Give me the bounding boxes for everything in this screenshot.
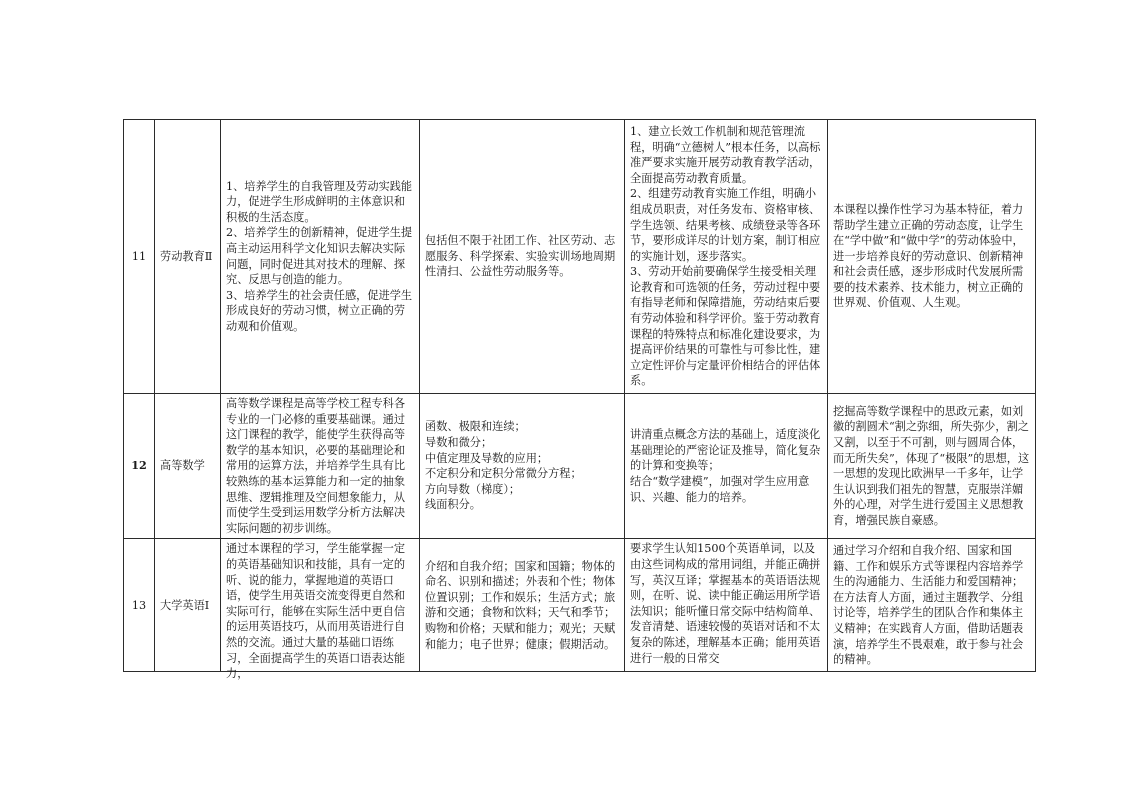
course-name: 劳动教育Ⅱ <box>155 120 221 394</box>
table-row <box>124 394 1036 539</box>
ideological-elements: 通过学习介绍和自我介绍、国家和国籍、工作和娱乐方式等课程内容培养学生的沟通能力、生活能力和爱国精神；在方法育人方面，通过主题教学、分组讨论等，培养学生的团队合作和集体主义精神；在实践育人方面，借助话题表演，培养学生不畏艰难，敢于参与社会的精神。 <box>828 539 1036 672</box>
course-objectives: 高等数学课程是高等学校工程专科各专业的一门必修的重要基础课。通过这门课程的教学，能使学生获得高等数学的基本知识，必要的基础理论和常用的运算方法，并培养学生具有比较熟练的基本运算能力和一定的抽象思维、逻辑推理及空间想象能力，从而使学生受到运用数学分析方法解决实际问题的初步训练。 <box>221 394 420 539</box>
course-requirements-cell <box>625 539 828 672</box>
curriculum-table <box>123 119 1036 681</box>
row-number: 13 <box>124 539 155 672</box>
table-row <box>124 120 1036 394</box>
course-name: 高等数学 <box>155 394 221 539</box>
course-objectives: 通过本课程的学习，学生能掌握一定的英语基础知识和技能，具有一定的听、说的能力，掌握地道的英语口语，使学生用英语交流变得更自然和实际可行，能够在实际生活中更自信的运用英语技巧，从而用英语进行自然的交流。通过大量的基础口语练习，全面提高学生的英语口语表达能力， <box>226 542 406 681</box>
course-objectives: 1、培养学生的自我管理及劳动实践能力，促进学生形成鲜明的主体意识和积极的生活态度。 2、培养学生的创新精神，促进学生提高主动运用科学文化知识去解决实际问题，同时促进其对技术的理解、探究、反思与创造的能力。 3、培养学生的社会责任感，促进学生形成良好的劳动习惯，树立正确的劳动观和价值观。 <box>221 120 420 394</box>
ideological-elements: 挖掘高等数学课程中的思政元素，如刘徽的割圆术“割之弥细，所失弥少，割之又割，以至于不可割，则与圆周合体，而无所失矣”，体现了“极限”的思想，这一思想的发现比欧洲早一千多年，让学生认识到我们祖先的智慧，克服崇洋媚外的心理，对学生进行爱国主义思想教育，增强民族自豪感。 <box>828 394 1036 539</box>
course-objectives-cell <box>221 539 420 681</box>
ideological-elements: 本课程以操作性学习为基本特征，着力帮助学生建立正确的劳动态度，让学生在“学中做”和“做中学”的劳动体验中，进一步培养良好的劳动意识、创新精神和社会责任感，逐步形成时代发展所需要的技术素养、技术能力，树立正确的世界观、价值观、人生观。 <box>828 120 1036 394</box>
course-content: 函数、极限和连续； 导数和微分； 中值定理及导数的应用； 不定积分和定积分常微分方程； 方向导数（梯度）； 线面积分。 <box>420 394 625 539</box>
course-content: 包括但不限于社团工作、社区劳动、志愿服务、科学探索、实验实训场地周期性清扫、公益性劳动服务等。 <box>420 120 625 394</box>
course-requirements: 要求学生认知1500个英语单词，以及由这些词构成的常用词组，并能正确拼写，英汉互译；掌握基本的英语语法规则，在听、说、读中能正确运用所学语法知识；能听懂日常交际中结构简单、发音清楚、语速较慢的英语对话和不太复杂的陈述，理解基本正确；能用英语进行一般的日常交 <box>630 542 821 665</box>
course-requirements: 讲清重点概念方法的基础上，适度淡化基础理论的严密论证及推导，简化复杂的计算和变换等； 结合“数学建模”，加强对学生应用意识、兴趣、能力的培养。 <box>625 394 828 539</box>
course-name: 大学英语Ⅰ <box>155 539 221 672</box>
course-requirements: 1、建立长效工作机制和规范管理流程，明确“立德树人”根本任务，以高标准严要求实施开展劳动教育教学活动，全面提高劳动教育质量。 2、组建劳动教育实施工作组，明确小组成员职责，对任务发布、资格审核、学生选领、结果考核、成绩登录等各环节，要形成详尽的计划方案，制订相应的实施计划，逐步落实。 3、劳动开始前要确保学生接受相关理论教育和可选领的任务，劳动过程中要有指导老师和保障措施，劳动结束后要有劳动体验和科学评价。鉴于劳动教育课程的特殊特点和标准化建设要求，为提高评价结果的可靠性与可参比性，建立定性评价与定量评价相结合的评估体系。 <box>625 120 828 394</box>
course-content: 介绍和自我介绍；国家和国籍；物体的命名、识别和描述；外表和个性；物体位置识别；工作和娱乐；生活方式；旅游和交通；食物和饮料；天气和季节；购物和价格；天赋和能力；观光；天赋和能力；电子世界；健康；假期活动。 <box>420 539 625 672</box>
row-number: 12 <box>124 394 155 539</box>
row-number: 11 <box>124 120 155 394</box>
table-row <box>124 539 1036 672</box>
